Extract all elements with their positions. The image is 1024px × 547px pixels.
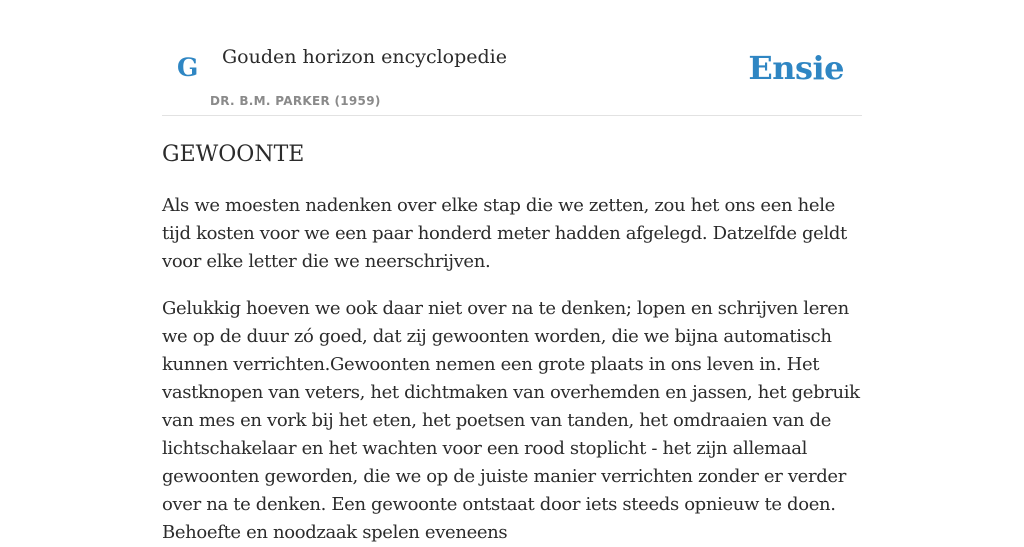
entry-title: GEWOONTE bbox=[162, 142, 305, 167]
entry-paragraph-2: Gelukkig hoeven we ook daar niet over na te denken; lopen en schrijven leren we op de duur zó goed, dat zij gewoonten worden, die we bijna automatisch kunnen verrichten.Gewoonten nemen een grote plaats in ons leven in. Het vastknopen van veters, het dichtmaken van overhemden en jassen, het gebruik van mes en vork bij het eten, het poetsen van tanden, het omdraaien van de lichtschakelaar en het wachten voor een rood stoplicht - het zijn allemaal gewoonten geworden, die we op de juiste manier verrichten zonder er verder over na te denken. Een gewoonte ontstaat door iets steeds opnieuw te doen. Behoefte en noodzaak spelen eveneens bbox=[162, 298, 860, 543]
book-logo-icon[interactable]: G bbox=[177, 53, 199, 82]
ensie-logo[interactable]: Ensie bbox=[748, 49, 844, 87]
book-header bbox=[162, 0, 862, 116]
page-content bbox=[162, 0, 862, 543]
entry-paragraph-1: Als we moesten nadenken over elke stap die we zetten, zou het ons een hele tijd kosten voor we een paar honderd meter hadden afgelegd. Datzelfde geldt voor elke letter die we neerschrijven. bbox=[162, 195, 847, 272]
book-author: DR. B.M. PARKER (1959) bbox=[210, 94, 381, 108]
book-title-link[interactable]: Gouden horizon encyclopedie bbox=[222, 46, 507, 68]
